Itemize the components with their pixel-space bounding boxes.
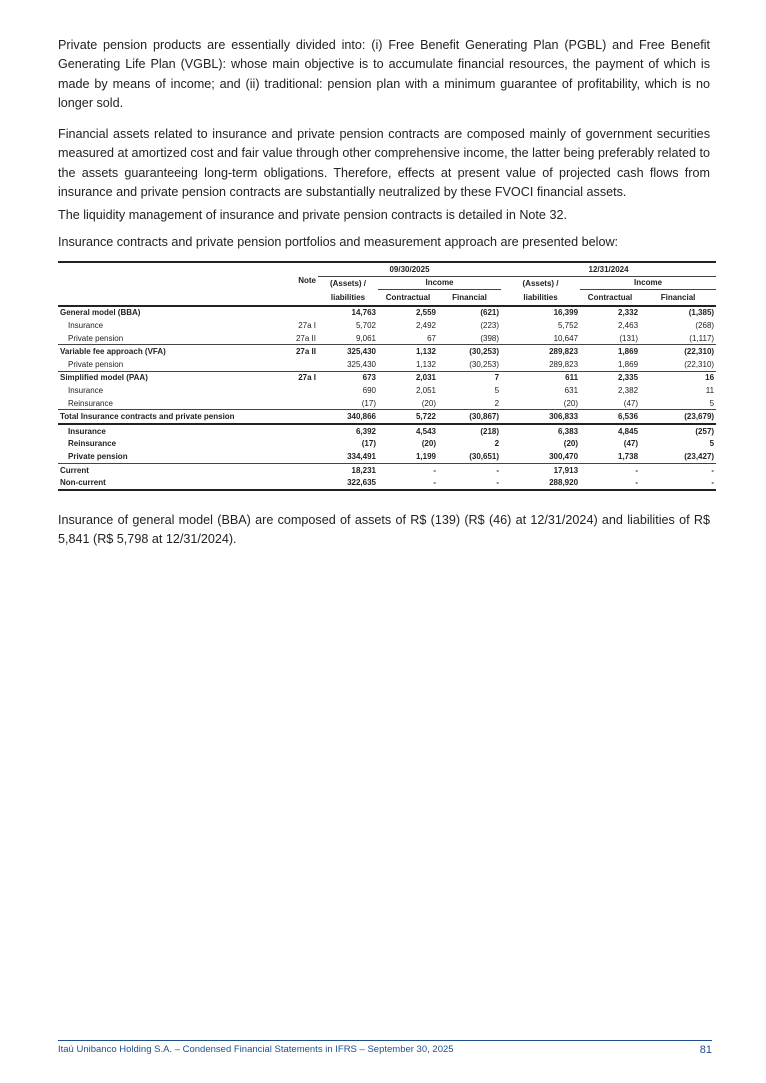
table-cell: - (438, 463, 501, 476)
row-label: Total Insurance contracts and private pension (58, 410, 253, 424)
table-cell: 27a I (298, 321, 316, 331)
page-footer (58, 1040, 712, 1056)
table-cell: (1,385) (640, 306, 716, 320)
income-header-2: Income (580, 276, 716, 290)
table-cell: (30,253) (469, 359, 500, 369)
table-row (58, 384, 716, 397)
table-cell: 2,492 (415, 321, 436, 331)
table-cell: 631 (564, 386, 579, 396)
table-cell: 300,470 (549, 452, 579, 462)
insurance-contracts-table (58, 261, 716, 491)
table-cell: - (580, 476, 640, 490)
note-header: Note (298, 276, 316, 286)
row-label: Non-current (58, 476, 253, 490)
table-cell: 5,702 (355, 321, 376, 331)
table-cell: 67 (427, 333, 436, 343)
table-cell: 27a II (253, 345, 318, 358)
paragraph-liquidity: The liquidity management of insurance and private pension contracts is detailed in Note 32. (58, 208, 567, 222)
table-cell: (47) (623, 439, 639, 449)
table-cell: 2,335 (580, 371, 640, 384)
table-cell: (17) (361, 398, 376, 408)
row-label: General model (BBA) (58, 306, 253, 320)
table-cell: 27a I (253, 371, 318, 384)
table-cell: 325,430 (318, 345, 378, 358)
table-cell: 5,752 (558, 321, 579, 331)
table-cell: 2 (494, 398, 500, 408)
table-cell: (23,427) (684, 452, 715, 462)
table-cell (253, 424, 318, 438)
table-cell (253, 358, 318, 371)
table-cell: 289,823 (549, 359, 579, 369)
table-cell (253, 306, 318, 320)
table-cell: 16 (640, 371, 716, 384)
table-cell: 18,231 (318, 463, 378, 476)
table-cell (253, 384, 318, 397)
table-cell (253, 476, 318, 490)
table-cell: 2,051 (415, 386, 436, 396)
row-label: Reinsurance (68, 398, 113, 408)
table-cell: 16,399 (501, 306, 580, 320)
table-cell: (30,253) (438, 345, 501, 358)
table-cell: (20) (421, 439, 436, 449)
table-cell: 1,738 (618, 452, 639, 462)
table-row (58, 345, 716, 358)
table-cell: - (640, 476, 716, 490)
table-cell: (20) (563, 439, 579, 449)
liabilities-header-2: liabilities (523, 292, 558, 302)
table-cell (253, 410, 318, 424)
paragraph-financial-assets: Financial assets related to insurance and private pension contracts are composed mainly of government securities measured at amortized cost and fair value through other comprehensive income, the latter being preferably related to the assets guaranteeing long-term obligations. Therefore, effects at present value of projected cash flows from insurance and private pension contracts are substantially neutralized by these FVOCI financial assets. (58, 127, 710, 199)
row-label: Insurance (68, 321, 104, 331)
table-cell: 2,559 (378, 306, 438, 320)
table-cell: (22,310) (640, 345, 716, 358)
table-cell: 322,635 (318, 476, 378, 490)
table-cell: (268) (695, 321, 715, 331)
table-cell: 2 (494, 439, 500, 449)
table-cell: 5 (494, 386, 500, 396)
table-cell: (30,867) (438, 410, 501, 424)
table-cell: 340,866 (318, 410, 378, 424)
row-label: Simplified model (PAA) (58, 371, 253, 384)
table-cell: 9,061 (355, 333, 376, 343)
row-label: Variable fee approach (VFA) (58, 345, 253, 358)
table-cell: (257) (640, 424, 716, 438)
table-cell: 306,833 (501, 410, 580, 424)
table-cell: - (378, 476, 438, 490)
table-cell: (20) (563, 398, 579, 408)
table-cell: 1,199 (415, 452, 436, 462)
table-row (58, 397, 716, 410)
table-cell: (218) (438, 424, 501, 438)
row-label: Insurance (58, 424, 253, 438)
table-row (58, 319, 716, 332)
row-label: Private pension (68, 333, 124, 343)
row-label: Private pension (68, 452, 128, 462)
financial-header-2: Financial (660, 292, 696, 302)
liabilities-header-1: liabilities (330, 292, 366, 302)
table-cell: 2,463 (618, 321, 639, 331)
contractual-header-1: Contractual (385, 292, 431, 302)
table-row (58, 476, 716, 490)
table-cell: (398) (480, 333, 500, 343)
table-cell: 6,536 (580, 410, 640, 424)
row-label: Current (58, 463, 253, 476)
table-cell: 325,430 (347, 359, 376, 369)
table-row (58, 463, 716, 476)
table-row (58, 424, 716, 438)
table-cell (253, 450, 318, 463)
table-cell: 5,722 (378, 410, 438, 424)
table-cell: 11 (705, 386, 715, 396)
table-cell: 1,132 (378, 345, 438, 358)
table-cell: (20) (421, 398, 436, 408)
table-cell: - (640, 463, 716, 476)
table-cell: 1,132 (415, 359, 436, 369)
table-cell: 2,031 (378, 371, 438, 384)
page-number: 81 (699, 1044, 712, 1056)
table-cell: 289,823 (501, 345, 580, 358)
contractual-header-2: Contractual (587, 292, 633, 302)
row-label: Insurance (68, 386, 104, 396)
date-header-1: 09/30/2025 (318, 262, 501, 276)
assets-header-1: (Assets) / (329, 278, 366, 288)
table-cell: 690 (362, 386, 376, 396)
table-cell: 4,845 (580, 424, 640, 438)
table-cell: 10,647 (553, 333, 579, 343)
table-cell: (223) (480, 321, 500, 331)
table-cell: 6,392 (318, 424, 378, 438)
table-cell: (1,117) (689, 333, 715, 343)
financial-header-1: Financial (452, 292, 487, 302)
table-cell: 6,383 (501, 424, 580, 438)
table-cell: (22,310) (684, 359, 715, 369)
table-cell: 673 (318, 371, 378, 384)
table-cell: (23,679) (640, 410, 716, 424)
row-label: Reinsurance (68, 439, 117, 449)
row-label: Private pension (68, 359, 124, 369)
table-cell: 1,869 (618, 359, 639, 369)
table-cell: 2,382 (618, 386, 639, 396)
table-row (58, 371, 716, 384)
table-cell: - (378, 463, 438, 476)
table-cell: (17) (361, 439, 376, 449)
table-cell (253, 438, 318, 451)
table-cell: (621) (438, 306, 501, 320)
table-cell: 4,543 (378, 424, 438, 438)
table-cell: - (438, 476, 501, 490)
table-cell: 334,491 (347, 452, 376, 462)
footer-text: Itaú Unibanco Holding S.A. – Condensed Financial Statements in IFRS – September 30, 2025 (58, 1044, 454, 1055)
table-cell: (47) (623, 398, 639, 408)
date-header-2: 12/31/2024 (501, 262, 716, 276)
table-cell: 611 (501, 371, 580, 384)
paragraph-pension-products: Private pension products are essentially divided into: (i) Free Benefit Generating Plan (PGBL) and Free Benefit Generating Life Plan (VGBL): whose main objective is to accumulate financial resources, the payment of which is made by means of income; and (ii) traditional: pension plan with a minimum guarantee of profitability, which is no longer sold. (58, 38, 710, 110)
table-cell: 27a II (295, 333, 316, 343)
table-cell: 2,332 (580, 306, 640, 320)
table-cell: (131) (619, 333, 639, 343)
assets-header-2: (Assets) / (522, 278, 559, 288)
table-cell: 17,913 (501, 463, 580, 476)
table-row (58, 358, 716, 371)
table-row (58, 450, 716, 463)
table-cell: 14,763 (318, 306, 378, 320)
table-cell: 5 (709, 439, 715, 449)
table-cell: 1,869 (580, 345, 640, 358)
income-header-1: Income (378, 276, 501, 290)
table-cell: - (580, 463, 640, 476)
table-row (58, 306, 716, 320)
table-cell: (30,651) (469, 452, 500, 462)
table-row (58, 332, 716, 345)
table-cell: 288,920 (501, 476, 580, 490)
table-cell (253, 463, 318, 476)
paragraph-intro-table: Insurance contracts and private pension portfolios and measurement approach are presented below: (58, 235, 619, 249)
table-cell (253, 397, 318, 410)
paragraph-bba-note: Insurance of general model (BBA) are composed of assets of R$ (139) (R$ (46) at 12/31/2024) and liabilities of R$ 5,841 (R$ 5,798 at 12/31/2024). (58, 513, 710, 547)
table-row (58, 410, 716, 424)
table-cell: 7 (438, 371, 501, 384)
table-row (58, 438, 716, 451)
table-cell: 5 (709, 398, 715, 408)
